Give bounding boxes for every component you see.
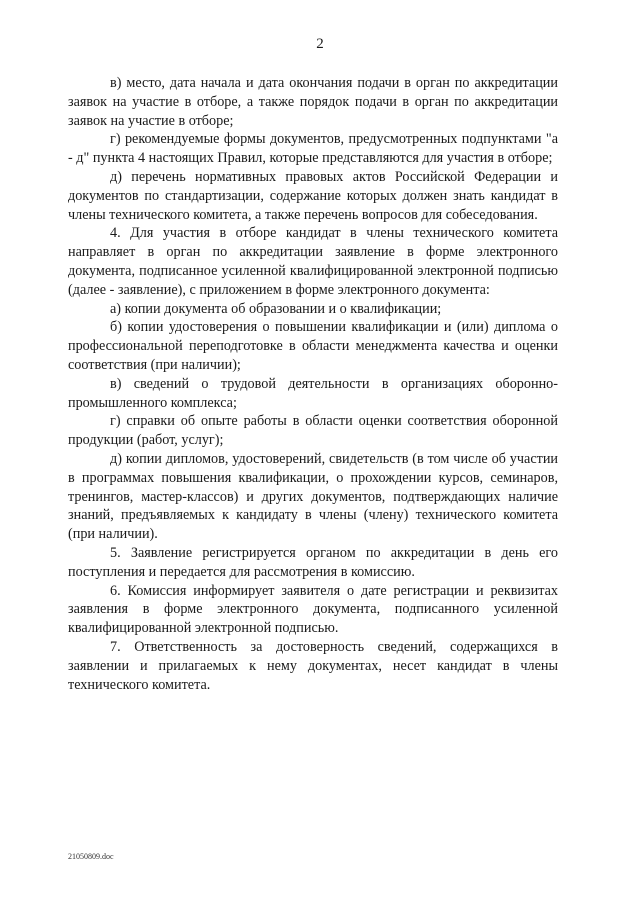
paragraph-item-g-recommended-forms: г) рекомендуемые формы документов, предусмотренных подпунктами "а - д" пункта 4 настоящих Правил, которые представляются для участия в отборе; [68,131,558,167]
paragraph-item-v-place-dates: в) место, дата начала и дата окончания подачи в орган по аккредитации заявок на участие в отборе, а также порядок подачи в орган по аккредитации заявок на участие в отборе; [68,75,558,129]
paragraph-item-b-qualification-copies: б) копии удостоверения о повышении квалификации и (или) диплома о профессиональной переподготовке в области менеджмента качества и оценки соответствия (при наличии); [68,319,558,373]
document-body [68,74,558,694]
paragraph-clause-7-responsibility: 7. Ответственность за достоверность сведений, содержащихся в заявлении и прилагаемых к нему документах, несет кандидат в члены технического комитета. [68,638,558,693]
page-number: 2 [316,36,324,52]
paragraph-clause-6-commission: 6. Комиссия информирует заявителя о дате регистрации и реквизитах заявления в форме электронного документа, подписанного усиленной квалифицированной электронной подписью. [68,582,558,637]
paragraph-clause-4-application: 4. Для участия в отборе кандидат в члены технического комитета направляет в орган по аккредитации заявление в форме электронного документа, подписанное усиленной квалифицированной электронной подписью (далее - заявление), с приложением в форме электронного документа: [68,225,558,298]
document-file-code: 21050809.doc [68,852,114,861]
paragraph-clause-5-registration: 5. Заявление регистрируется органом по аккредитации в день его поступления и передается для рассмотрения в комиссию. [68,544,558,580]
paragraph-item-g-experience-certificates: г) справки об опыте работы в области оценки соответствия оборонной продукции (работ, услуг); [68,413,558,449]
paragraph-item-v-work-experience: в) сведений о трудовой деятельности в организациях оборонно-промышленного комплекса; [68,375,558,411]
paragraph-item-d-normative-acts: д) перечень нормативных правовых актов Российской Федерации и документов по стандартизации, содержание которых должен знать кандидат в члены технического комитета, а также перечень вопросов для собеседования. [68,168,558,223]
paragraph-item-a-education-copies: а) копии документа об образовании и о квалификации; [110,300,442,317]
paragraph-item-d-diplomas: д) копии дипломов, удостоверений, свидетельств (в том числе об участии в программах повышения квалификации, о прохождении курсов, семинаров, тренингов, мастер-классов) и других документов, подтверждающих наличие знаний, предъявляемых к кандидату в члены (члену) технического комитета (при наличии). [68,450,558,543]
